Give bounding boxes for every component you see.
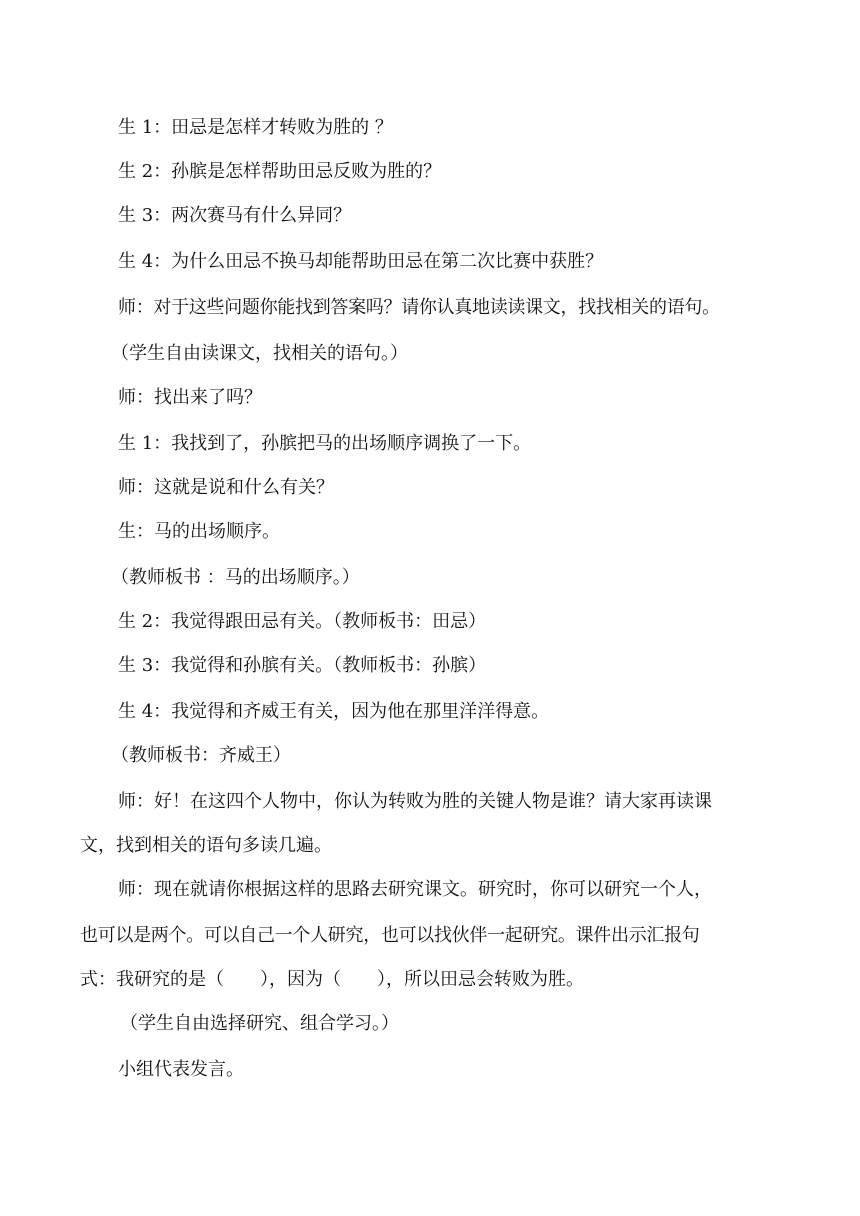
stage-direction: （学生自由读课文，找相关的语句。） xyxy=(111,343,408,364)
dialogue-line: 师：找出来了吗？ xyxy=(118,387,262,408)
dialogue-line: 生 1：我找到了，孙膑把马的出场顺序调换了一下。 xyxy=(118,433,532,454)
dialogue-line: 小组代表发言。 xyxy=(118,1059,244,1080)
dialogue-line: 生 4：为什么田忌不换马却能帮助田忌在第二次比赛中获胜？ xyxy=(118,251,604,272)
dialogue-line-continued: 也可以是两个。可以自己一个人研究，也可以找伙伴一起研究。课件出示汇报句 xyxy=(80,925,700,946)
stage-direction: （学生自由选择研究、组合学习。） xyxy=(120,1013,399,1034)
dialogue-line-continued: 式：我研究的是（ ），因为（ ），所以田忌会转败为胜。 xyxy=(80,969,584,990)
dialogue-line: 生 1：田忌是怎样才转败为胜的 ？ xyxy=(118,117,393,138)
dialogue-line: 生 2：我觉得跟田忌有关。（教师板书：田忌） xyxy=(118,611,487,632)
dialogue-line: 生 2：孙膑是怎样帮助田忌反败为胜的？ xyxy=(118,161,442,182)
dialogue-line: 生 3：我觉得和孙膑有关。（教师板书：孙膑） xyxy=(118,655,487,676)
dialogue-line-continued: 文，找到相关的语句多读几遍。 xyxy=(80,835,332,856)
dialogue-line: 师：对于这些问题你能找到答案吗？请你认真地读读课文，找找相关的语句。 xyxy=(118,297,720,318)
stage-direction: （教师板书：齐威王） xyxy=(111,745,291,766)
dialogue-line: 生 3：两次赛马有什么异同？ xyxy=(118,205,352,226)
stage-direction: （教师板书 ：马的出场顺序。） xyxy=(111,567,360,588)
dialogue-line: 师：好！在这四个人物中，你认为转败为胜的关键人物是谁？请大家再读课 xyxy=(118,791,712,812)
dialogue-line: 生：马的出场顺序。 xyxy=(118,521,280,542)
dialogue-line: 师：现在就请你根据这样的思路去研究课文。研究时，你可以研究一个人， xyxy=(118,879,712,900)
dialogue-line: 师：这就是说和什么有关？ xyxy=(118,477,334,498)
dialogue-line: 生 4：我觉得和齐威王有关，因为他在那里洋洋得意。 xyxy=(118,701,550,722)
